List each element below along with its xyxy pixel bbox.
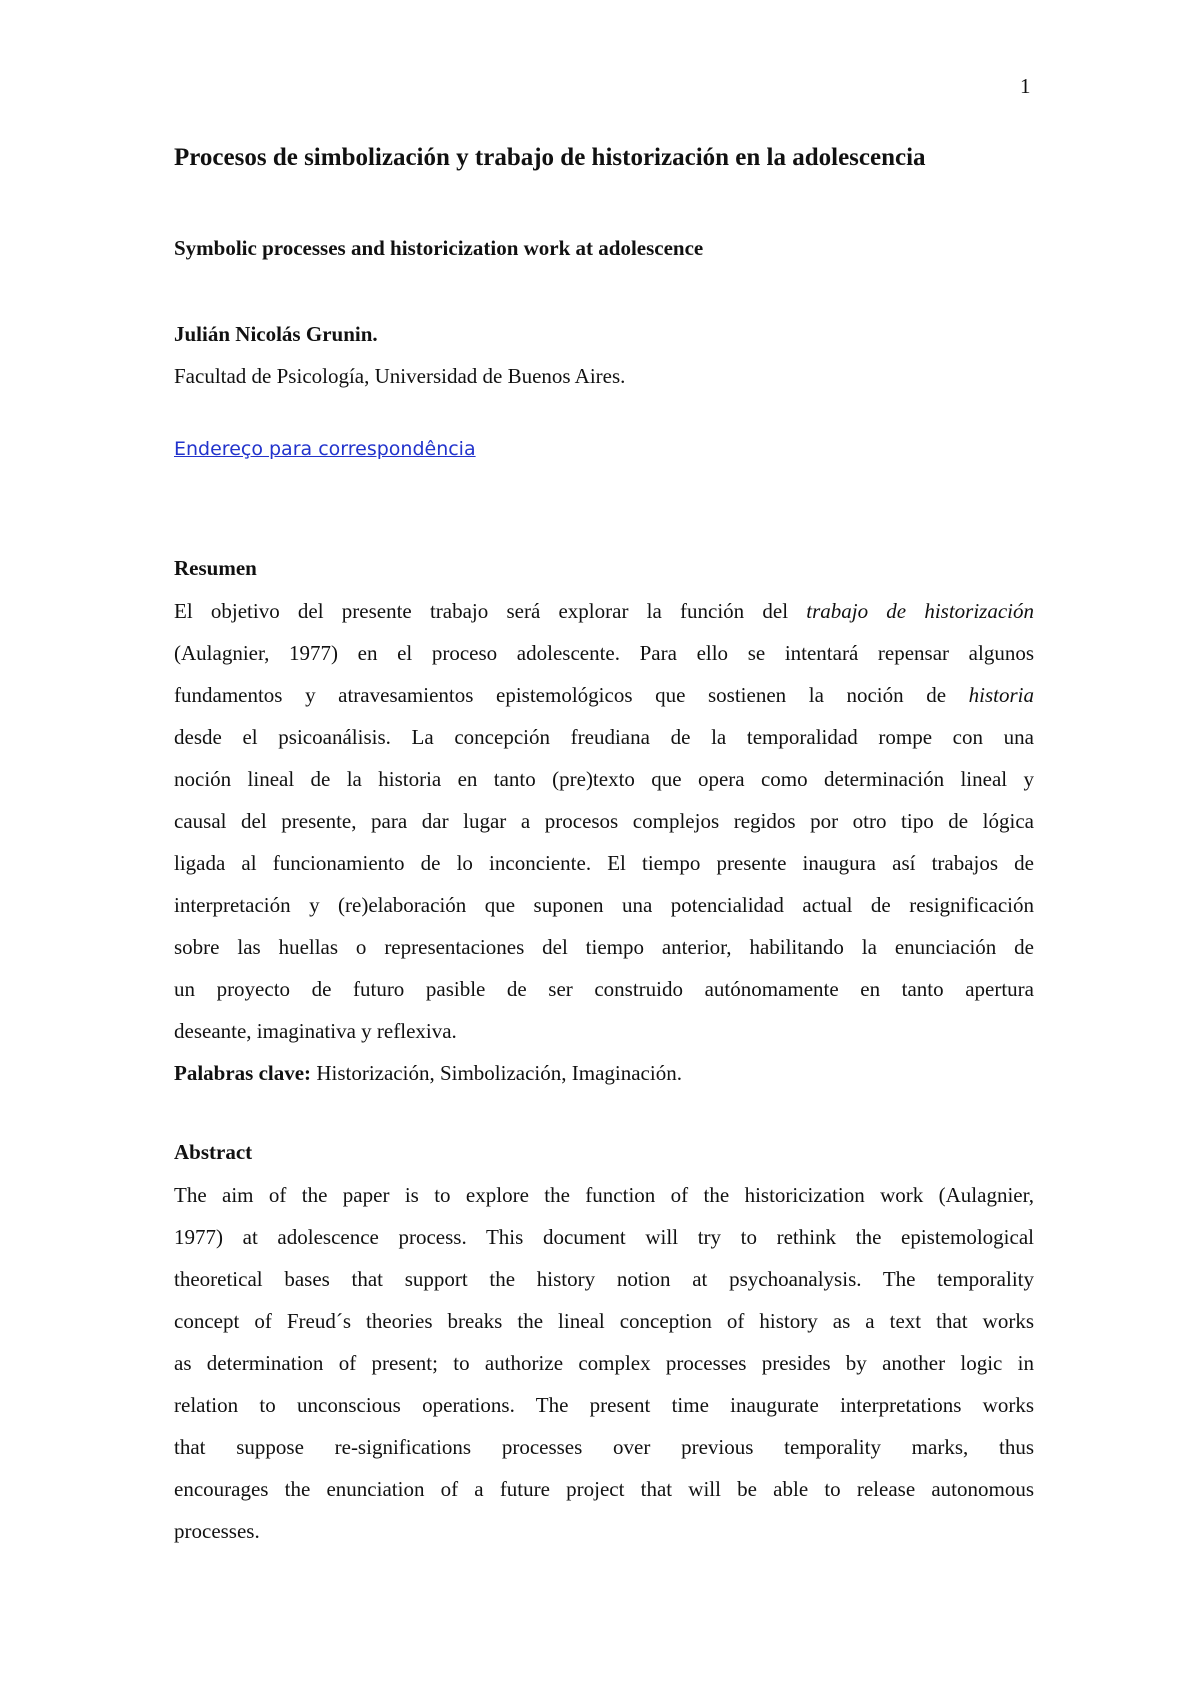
correspondence-link[interactable]: Endereço para correspondência: [174, 438, 476, 460]
abstract-line: The aim of the paper is to explore the function of the historicization work (Aulagnier,: [174, 1183, 1034, 1207]
author-affiliation: Facultad de Psicología, Universidad de Buenos Aires.: [174, 364, 626, 388]
resumen-line-text: fundamentos y atravesamientos epistemológicos que sostienen la noción de: [174, 683, 969, 707]
abstract-body: [174, 1180, 1034, 1543]
abstract-line: concept of Freud´s theories breaks the lineal conception of history as a text that works: [174, 1309, 1034, 1333]
author-name: Julián Nicolás Grunin.: [174, 322, 378, 346]
keywords-label: Palabras clave:: [174, 1061, 312, 1085]
resumen-line-text: ligada al funcionamiento de lo inconciente. El tiempo presente inaugura así trabajos de: [174, 851, 1034, 875]
abstract-line: encourages the enunciation of a future project that will be able to release autonomous: [174, 1477, 1034, 1501]
keywords-list: Historización, Simbolización, Imaginación.: [311, 1061, 682, 1085]
abstract-line: theoretical bases that support the history notion at psychoanalysis. The temporality: [174, 1267, 1034, 1291]
resumen-line: [174, 638, 1034, 668]
resumen-line: [174, 596, 1034, 626]
paper-title: Procesos de simbolización y trabajo de historización en la adolescencia: [174, 144, 926, 171]
abstract-line: processes.: [174, 1519, 260, 1543]
resumen-line: [174, 890, 1034, 920]
abstract-heading: Abstract: [174, 1140, 253, 1164]
resumen-line: [174, 722, 1034, 752]
resumen-line-text: (Aulagnier, 1977) en el proceso adolescente. Para ello se intentará repensar algunos: [174, 641, 1034, 665]
resumen-italic-term: historia: [968, 683, 1034, 707]
resumen-line: [174, 932, 1034, 962]
resumen-line-text: sobre las huellas o representaciones del tiempo anterior, habilitando la enunciación de: [174, 935, 1034, 959]
resumen-line: [174, 848, 1034, 878]
resumen-line-text: deseante, imaginativa y reflexiva.: [174, 1019, 457, 1043]
resumen-line: [174, 764, 1034, 794]
page-number: 1: [1020, 74, 1031, 98]
abstract-line: 1977) at adolescence process. This document will try to rethink the epistemological: [174, 1225, 1034, 1249]
abstract-line: relation to unconscious operations. The present time inaugurate interpretations works: [174, 1393, 1034, 1417]
resumen-line: [174, 806, 1034, 836]
resumen-line: [174, 1016, 1034, 1046]
resumen-line: [174, 974, 1034, 1004]
resumen-line-text: un proyecto de futuro pasible de ser construido autónomamente en tanto apertura: [174, 977, 1034, 1001]
paper-subtitle: Symbolic processes and historicization work at adolescence: [174, 236, 704, 260]
keywords-line: [174, 1058, 1034, 1088]
resumen-italic-term: trabajo de historización: [806, 599, 1034, 623]
resumen-line-text: noción lineal de la historia en tanto (pre)texto que opera como determinación lineal y: [174, 767, 1034, 791]
resumen-line-text: El objetivo del presente trabajo será explorar la función del: [174, 599, 807, 623]
resumen-line-text: causal del presente, para dar lugar a procesos complejos regidos por otro tipo de lógica: [174, 809, 1034, 833]
resumen-line-text: interpretación y (re)elaboración que suponen una potencialidad actual de resignificación: [174, 893, 1034, 917]
resumen-line-text: desde el psicoanálisis. La concepción freudiana de la temporalidad rompe con una: [174, 725, 1034, 749]
resumen-heading: Resumen: [174, 556, 257, 580]
resumen-line: [174, 680, 1034, 710]
resumen-body: [174, 596, 1034, 1085]
abstract-line: as determination of present; to authorize complex processes presides by another logic in: [174, 1351, 1034, 1375]
abstract-line: that suppose re-significations processes over previous temporality marks, thus: [174, 1435, 1034, 1459]
